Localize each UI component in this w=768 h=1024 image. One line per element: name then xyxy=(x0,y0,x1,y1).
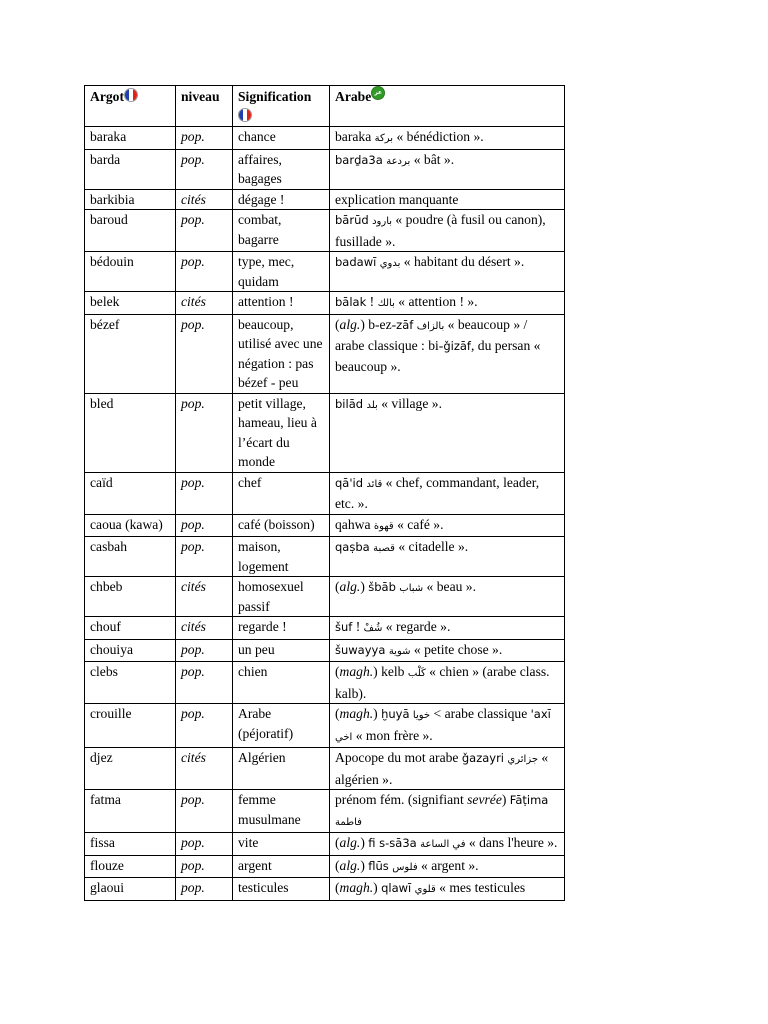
transliteration: qaṣba xyxy=(335,540,370,554)
signification-cell: regarde ! xyxy=(233,617,330,640)
header-signification xyxy=(233,86,330,127)
gloss-text: « bât ». xyxy=(410,151,455,167)
signification-cell: Arabe (péjoratif) xyxy=(233,704,330,748)
region-tag: alg. xyxy=(339,835,361,850)
gloss-text: < arabe classique xyxy=(430,706,531,721)
region-tag: magh. xyxy=(339,706,374,721)
header-arabe xyxy=(330,86,565,127)
arabic-script: قصبة xyxy=(373,543,395,554)
table-row xyxy=(85,314,565,393)
arabe-cell xyxy=(330,393,565,472)
gloss-text: ) xyxy=(360,579,369,594)
argot-cell: crouille xyxy=(85,704,176,748)
arabe-cell xyxy=(330,514,565,537)
gloss-text: ( xyxy=(335,706,340,721)
argot-cell: casbah xyxy=(85,537,176,577)
table-row xyxy=(85,393,565,472)
transliteration: 'axī xyxy=(530,707,551,721)
niveau-cell: cités xyxy=(176,292,233,315)
niveau-cell: cités xyxy=(176,189,233,210)
gloss-text: « bénédiction ». xyxy=(393,129,484,144)
table-row xyxy=(85,252,565,292)
header-argot-label: Argot xyxy=(90,89,124,104)
arabic-script: بدوي xyxy=(379,258,401,269)
gloss-text: ) xyxy=(373,706,382,721)
arabe-cell xyxy=(330,472,565,514)
table-row xyxy=(85,537,565,577)
signification-cell: un peu xyxy=(233,639,330,662)
gloss-text: ( xyxy=(335,857,340,873)
niveau-cell: pop. xyxy=(176,314,233,393)
table-row xyxy=(85,189,565,210)
gloss-text: baraka xyxy=(335,129,375,144)
arabic-script: قائد xyxy=(366,478,383,490)
gloss-text: « poudre (à fusil ou canon), fusillade ». xyxy=(335,212,546,249)
niveau-cell: pop. xyxy=(176,210,233,252)
arabic-script: اخي xyxy=(335,731,353,743)
header-signification-label: Signification xyxy=(238,89,312,104)
gloss-text: « chef, commandant, leader, etc. ». xyxy=(335,474,540,511)
arabe-cell xyxy=(330,878,565,901)
table-row xyxy=(85,617,565,640)
gloss-text: « algérien ». xyxy=(335,750,549,787)
arabic-script: بالك xyxy=(377,298,395,309)
france-flag-icon xyxy=(238,108,252,122)
arabic-script: فاطمة xyxy=(335,816,362,828)
gloss-text: « village ». xyxy=(377,395,442,411)
arabic-script: شوية xyxy=(388,645,411,657)
arabe-cell xyxy=(330,617,565,640)
arabic-script: فلوس xyxy=(392,861,418,873)
table-row xyxy=(85,704,565,748)
gloss-text: « mes testicules xyxy=(435,880,526,895)
niveau-cell: pop. xyxy=(176,833,233,856)
signification-cell: combat, bagarre xyxy=(233,210,330,252)
arabic-flag-icon: عرب xyxy=(371,86,385,100)
transliteration: bārūd xyxy=(335,213,369,227)
region-tag: magh. xyxy=(339,880,374,895)
gloss-text: « café ». xyxy=(393,516,444,532)
niveau-cell: pop. xyxy=(176,514,233,537)
arabic-script: شُفْ xyxy=(363,623,383,634)
arabe-cell xyxy=(330,189,565,210)
table-row xyxy=(85,577,565,617)
region-tag: alg. xyxy=(339,857,361,873)
niveau-cell: pop. xyxy=(176,393,233,472)
transliteration: fi s-sā3a xyxy=(368,836,417,850)
gloss-text: explication manquante xyxy=(335,191,459,207)
niveau-cell: pop. xyxy=(176,149,233,189)
table-row xyxy=(85,210,565,252)
transliteration: ǧizāf xyxy=(443,339,471,353)
table-body xyxy=(85,127,565,901)
transliteration: šbāb xyxy=(368,580,396,594)
gloss-text: ! xyxy=(366,294,378,309)
argot-cell: baroud xyxy=(85,210,176,252)
arabe-cell xyxy=(330,314,565,393)
signification-cell: café (boisson) xyxy=(233,514,330,537)
transliteration: bālak xyxy=(335,295,367,309)
signification-cell: attention ! xyxy=(233,292,330,315)
gloss-text: « argent ». xyxy=(417,857,479,873)
transliteration: badawī xyxy=(335,255,377,269)
signification-cell: dégage ! xyxy=(233,189,330,210)
arabe-cell xyxy=(330,577,565,617)
arabe-cell xyxy=(330,790,565,833)
table-row xyxy=(85,149,565,189)
gloss-text: ( xyxy=(335,664,340,679)
niveau-cell: pop. xyxy=(176,252,233,292)
glossary-table xyxy=(84,85,565,901)
table-row xyxy=(85,878,565,901)
signification-cell: homosexuel passif xyxy=(233,577,330,617)
arabic-script: جزائري xyxy=(507,754,539,765)
argot-cell: caoua (kawa) xyxy=(85,514,176,537)
gloss-text: ( xyxy=(335,835,340,850)
arabic-script: قلوي xyxy=(414,884,436,895)
signification-cell: testicules xyxy=(233,878,330,901)
transliteration: ǧazayri xyxy=(461,751,505,765)
gloss-text: « chien » (arabe class. kalb). xyxy=(335,664,550,701)
header-arabe-label: Arabe xyxy=(335,89,372,104)
france-flag-icon xyxy=(124,88,138,102)
niveau-cell: pop. xyxy=(176,639,233,662)
signification-cell: chien xyxy=(233,662,330,704)
argot-cell: barkibia xyxy=(85,189,176,210)
table-row xyxy=(85,833,565,856)
signification-cell: affaires, bagages xyxy=(233,149,330,189)
arabe-cell xyxy=(330,252,565,292)
niveau-cell: pop. xyxy=(176,790,233,833)
table-row xyxy=(85,292,565,315)
region-tag: alg. xyxy=(339,579,361,594)
arabic-script: خويا xyxy=(412,710,431,721)
arabe-cell xyxy=(330,127,565,150)
signification-cell: petit village, hameau, lieu à l’écart du monde xyxy=(233,393,330,472)
arabe-cell xyxy=(330,210,565,252)
table-row xyxy=(85,127,565,150)
gloss-text: Apocope du mot arabe xyxy=(335,750,462,765)
arabic-script: بلد xyxy=(366,399,378,411)
argot-cell: chouf xyxy=(85,617,176,640)
transliteration: bilād xyxy=(335,396,364,411)
signification-cell: argent xyxy=(233,855,330,878)
transliteration: qā'id xyxy=(335,475,364,490)
argot-cell: fissa xyxy=(85,833,176,856)
signification-cell: chance xyxy=(233,127,330,150)
arabe-cell xyxy=(330,537,565,577)
table-row xyxy=(85,855,565,878)
gloss-text: ) xyxy=(360,857,369,873)
arabic-script: بارود xyxy=(372,216,393,227)
table-row xyxy=(85,790,565,833)
header-row xyxy=(85,86,565,127)
gloss-text: prénom fém. (signifiant xyxy=(335,792,468,807)
gloss-text: « habitant du désert ». xyxy=(400,254,525,269)
argot-cell: clebs xyxy=(85,662,176,704)
arabe-cell xyxy=(330,855,565,878)
argot-cell: baraka xyxy=(85,127,176,150)
argot-cell: glaoui xyxy=(85,878,176,901)
arabe-cell xyxy=(330,662,565,704)
transliteration: ḫuyā xyxy=(381,707,410,721)
arabic-script: بالزاف xyxy=(416,320,445,332)
niveau-cell: pop. xyxy=(176,472,233,514)
arabic-script: كَلْب xyxy=(407,668,426,679)
transliteration: šuf xyxy=(335,620,353,634)
arabic-script: شباب xyxy=(399,583,424,594)
arabic-script: بردعة xyxy=(386,155,411,167)
arabe-cell xyxy=(330,292,565,315)
argot-cell: caïd xyxy=(85,472,176,514)
gloss-text: , du persan « beaucoup ». xyxy=(335,338,541,374)
transliteration: flūs xyxy=(368,858,389,873)
argot-cell: chouiya xyxy=(85,639,176,662)
gloss-text: qahwa xyxy=(335,516,374,532)
gloss-text: « beaucoup » / arabe classique : bi- xyxy=(335,316,528,353)
arabe-cell xyxy=(330,833,565,856)
niveau-cell: pop. xyxy=(176,127,233,150)
gloss-text: ) b-ez- xyxy=(360,316,397,332)
gloss-text: « beau ». xyxy=(423,579,477,594)
header-niveau xyxy=(176,86,233,127)
arabe-cell xyxy=(330,149,565,189)
gloss-text: « attention ! ». xyxy=(394,294,478,309)
niveau-cell: cités xyxy=(176,617,233,640)
header-niveau-label: niveau xyxy=(181,89,220,104)
transliteration: šuwayya xyxy=(335,642,386,657)
niveau-cell: pop. xyxy=(176,537,233,577)
signification-cell: Algérien xyxy=(233,748,330,790)
gloss-text: ! xyxy=(352,619,364,634)
header-argot xyxy=(85,86,176,127)
argot-cell: bédouin xyxy=(85,252,176,292)
arabic-script: قهوة xyxy=(373,520,394,532)
table-row xyxy=(85,514,565,537)
gloss-text: ) xyxy=(360,835,369,850)
transliteration: barḏa3a xyxy=(335,152,383,167)
signification-cell: type, mec, quidam xyxy=(233,252,330,292)
transliteration: Fāṭima xyxy=(509,793,549,807)
table-row xyxy=(85,639,565,662)
signification-cell: maison, logement xyxy=(233,537,330,577)
transliteration: zāf xyxy=(396,317,414,332)
signification-cell: chef xyxy=(233,472,330,514)
argot-cell: belek xyxy=(85,292,176,315)
gloss-text: « citadelle ». xyxy=(394,539,469,554)
gloss-text: « petite chose ». xyxy=(410,641,503,657)
transliteration: qlawī xyxy=(381,881,412,895)
arabic-script: في الساعة xyxy=(420,839,466,850)
gloss-text: ( xyxy=(335,316,340,332)
signification-cell: beaucoup, utilisé avec une négation : pas bézef - peu xyxy=(233,314,330,393)
argot-cell: bled xyxy=(85,393,176,472)
table-header xyxy=(85,86,565,127)
signification-cell: femme musulmane xyxy=(233,790,330,833)
arabe-cell xyxy=(330,748,565,790)
gloss-text: ) xyxy=(501,792,510,807)
gloss-text: ( xyxy=(335,579,340,594)
argot-cell: djez xyxy=(85,748,176,790)
niveau-cell: pop. xyxy=(176,878,233,901)
argot-cell: chbeb xyxy=(85,577,176,617)
arabe-cell xyxy=(330,639,565,662)
table-row xyxy=(85,748,565,790)
gloss-text: « mon frère ». xyxy=(352,727,433,743)
arabic-script: بركة xyxy=(374,133,394,144)
niveau-cell: pop. xyxy=(176,704,233,748)
gloss-text: ) kelb xyxy=(373,664,408,679)
table-row xyxy=(85,472,565,514)
argot-cell: barda xyxy=(85,149,176,189)
argot-cell: bézef xyxy=(85,314,176,393)
arabe-cell xyxy=(330,704,565,748)
argot-cell: flouze xyxy=(85,855,176,878)
region-tag: sevrée xyxy=(467,792,502,807)
niveau-cell: pop. xyxy=(176,662,233,704)
argot-cell: fatma xyxy=(85,790,176,833)
region-tag: alg. xyxy=(339,316,361,332)
table-row xyxy=(85,662,565,704)
gloss-text: ( xyxy=(335,880,340,895)
niveau-cell: cités xyxy=(176,748,233,790)
gloss-text: « regarde ». xyxy=(382,619,451,634)
gloss-text: « dans l'heure ». xyxy=(465,835,558,850)
niveau-cell: pop. xyxy=(176,855,233,878)
niveau-cell: cités xyxy=(176,577,233,617)
gloss-text: ) xyxy=(373,880,382,895)
region-tag: magh. xyxy=(339,664,374,679)
signification-cell: vite xyxy=(233,833,330,856)
